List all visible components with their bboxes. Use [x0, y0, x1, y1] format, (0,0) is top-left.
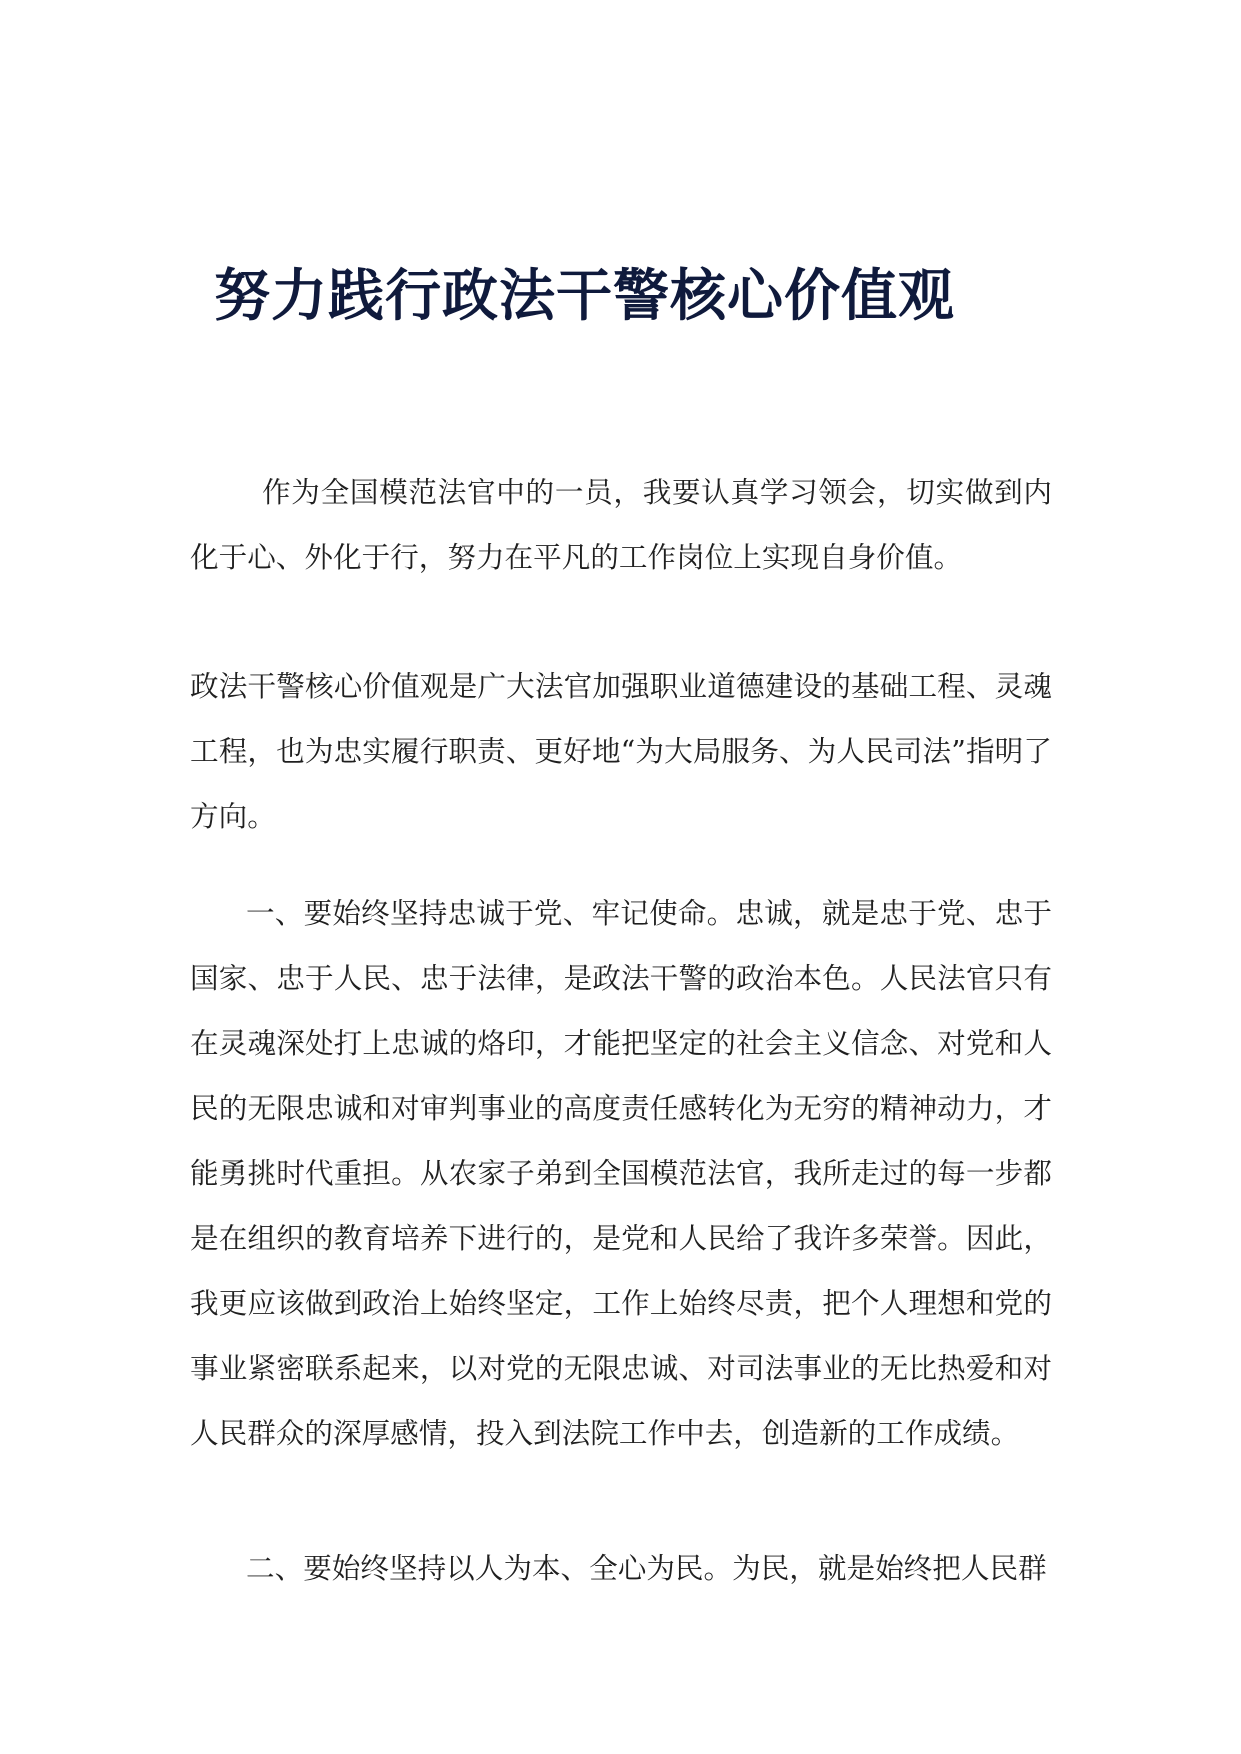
paragraph-intro: 作为全国模范法官中的一员，我要认真学习领会，切实做到内化于心、外化于行，努力在平凡的工作岗位上实现自身价值。: [190, 475, 1052, 574]
paragraph-section-one: 一、要始终坚持忠诚于党、牢记使命。忠诚，就是忠于党、忠于国家、忠于人民、忠于法律，是政法干警的政治本色。人民法官只有在灵魂深处打上忠诚的烙印，才能把坚定的社会主义信念、对党和人民的无限忠诚和对审判事业的高度责任感转化为无穷的精神动力，才能勇挑时代重担。从农家子弟到全国模范法官，我所走过的每一步都是在组织的教育培养下进行的，是党和人民给了我许多荣誉。因此，我更应该做到政治上始终坚定，工作上始终尽责，把个人理想和党的事业紧密联系起来，以对党的无限忠诚、对司法事业的无比热爱和对人民群众的深厚感情，投入到法院工作中去，创造新的工作成绩。: [190, 896, 1052, 1450]
paragraph-core-values: 政法干警核心价值观是广大法官加强职业道德建设的基础工程、灵魂工程，也为忠实履行职责、更好地“为大局服务、为人民司法”指明了方向。: [190, 669, 1052, 833]
paragraph-section-two: 二、要始终坚持以人为本、全心为民。为民，就是始终把人民群: [246, 1551, 1047, 1585]
document-title: 努力践行政法干警核心价值观: [214, 263, 955, 329]
